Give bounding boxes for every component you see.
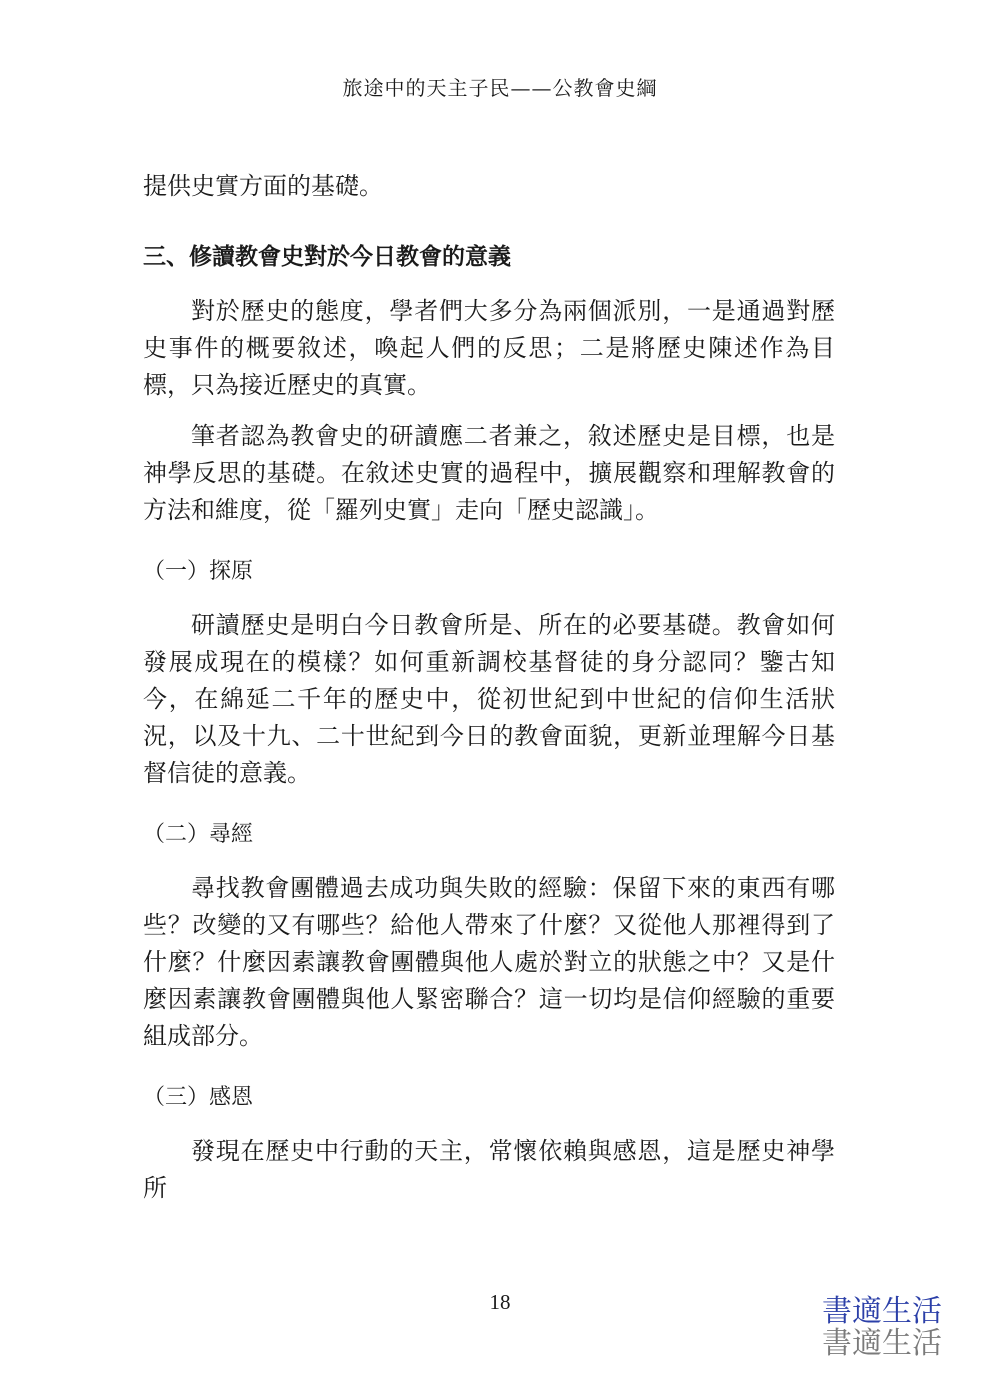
watermark-line-1: 書適生活 xyxy=(822,1294,942,1329)
subheading-origin: （一）探原 xyxy=(143,559,254,584)
paragraph-2: 筆者認為教會史的研讀應二者兼之，敘述歷史是目標，也是神學反思的基礎。在敘述史實的過程中，擴展觀察和理解教會的方法和維度，從「羅列史實」走向「歷史認識」。 xyxy=(143,422,835,524)
paragraph-1: 對於歷史的態度，學者們大多分為兩個派別，一是通過對歷史事件的概要敘述，喚起人們的反思；二是將歷史陳述作為目標，只為接近歷史的真實。 xyxy=(143,297,835,399)
intro-line: 提供史實方面的基礎。 xyxy=(143,172,383,200)
paragraph-gratitude: 發現在歷史中行動的天主，常懷依賴與感恩，這是歷史神學所 xyxy=(143,1137,835,1202)
section-heading: 三、修讀教會史對於今日教會的意義 xyxy=(143,244,511,270)
paragraph-seek: 尋找教會團體過去成功與失敗的經驗：保留下來的東西有哪些？改變的又有哪些？給他人帶來了什麼？又從他人那裡得到了什麼？什麼因素讓教會團體與他人處於對立的狀態之中？又是什麼因素讓教會團體與他人緊密聯合？這一切均是信仰經驗的重要組成部分。 xyxy=(143,874,835,1050)
page-content xyxy=(143,168,835,1221)
paragraph-origin: 研讀歷史是明白今日教會所是、所在的必要基礎。教會如何發展成現在的模樣？如何重新調校基督徒的身分認同？鑒古知今，在綿延二千年的歷史中，從初世紀到中世紀的信仰生活狀況，以及十九、二十世紀到今日的教會面貌，更新並理解今日基督信徒的意義。 xyxy=(143,611,835,787)
running-header: 旅途中的天主子民——公教會史綱 xyxy=(342,76,658,100)
watermark-line-2: 書適生活 xyxy=(822,1326,942,1361)
page-number: 18 xyxy=(489,1290,511,1314)
subheading-seek: （二）尋經 xyxy=(143,822,254,847)
subheading-gratitude: （三）感恩 xyxy=(143,1085,254,1110)
publisher-watermark xyxy=(822,1296,942,1360)
